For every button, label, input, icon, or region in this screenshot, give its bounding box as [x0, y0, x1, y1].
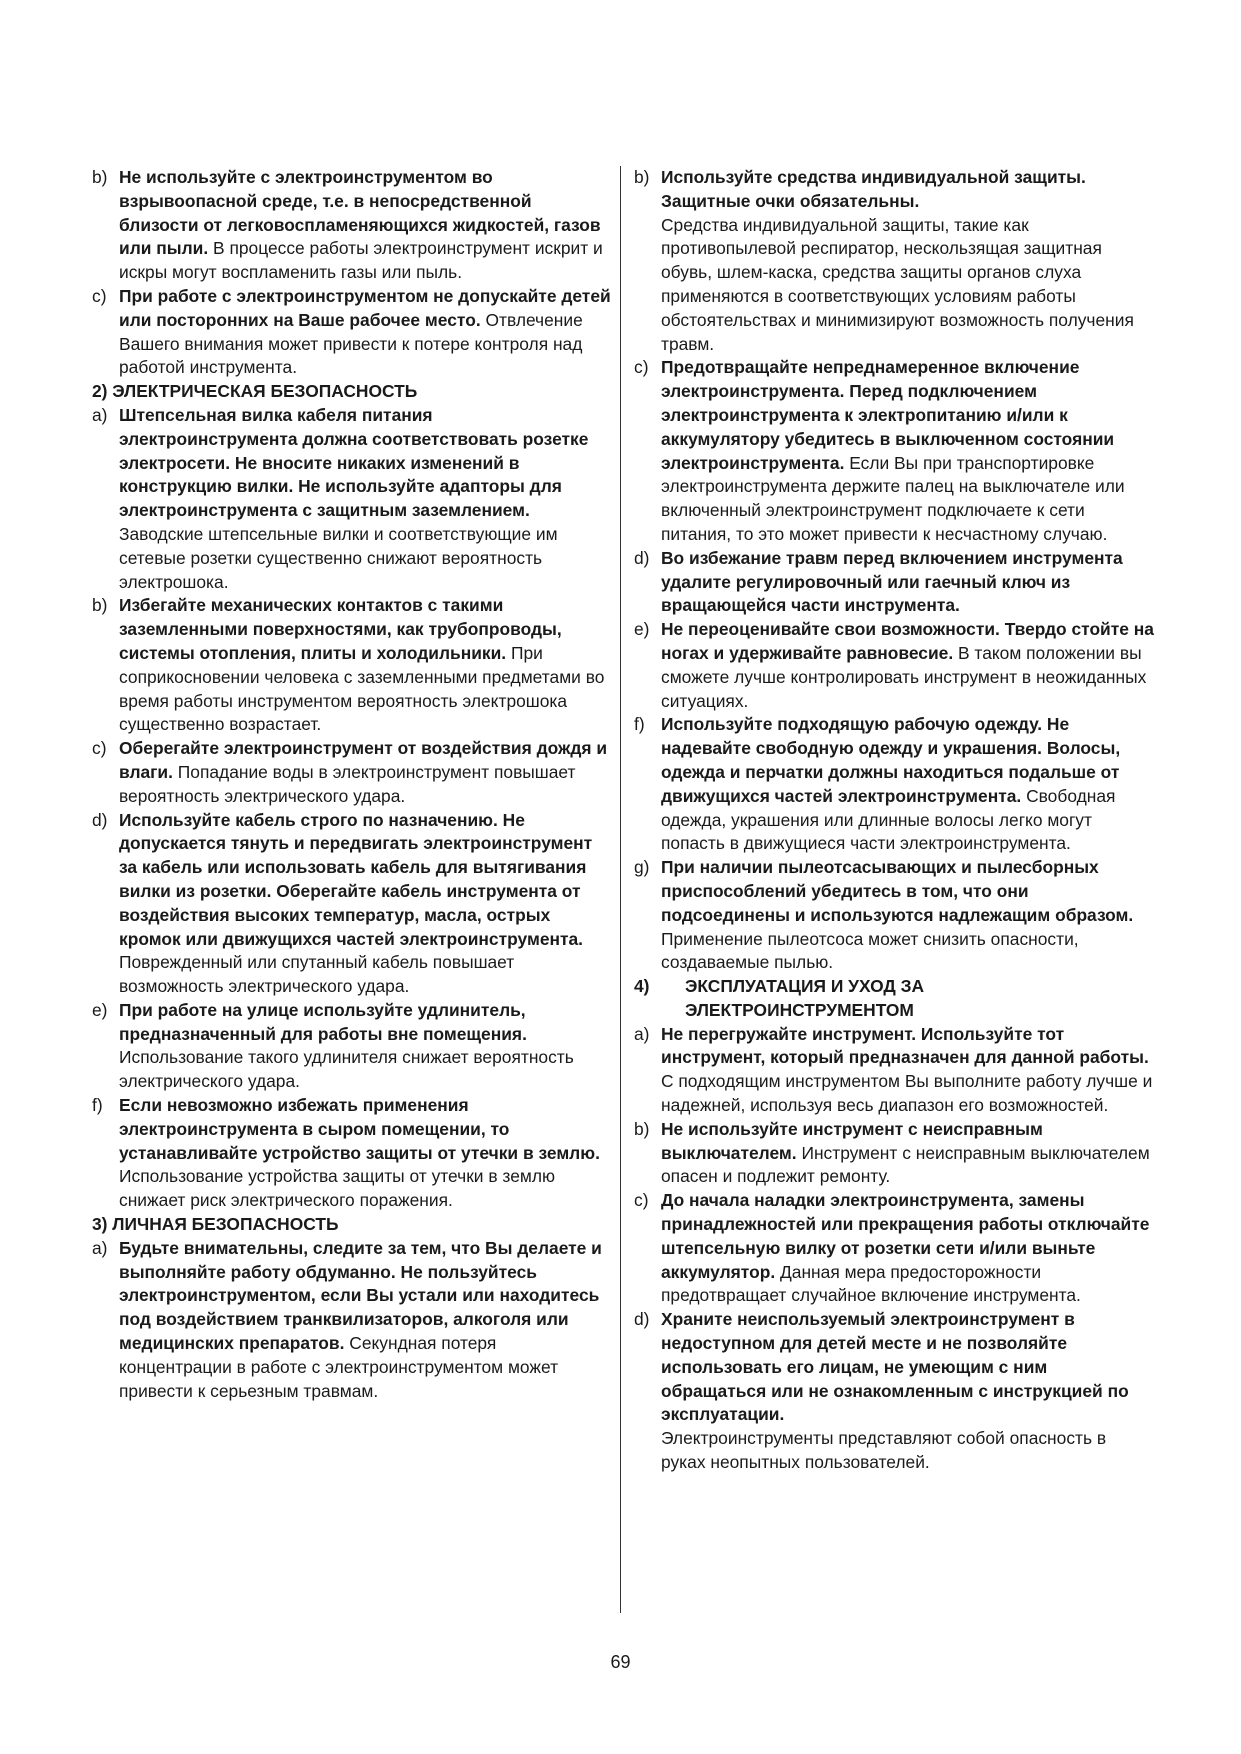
item-bold-text: Будьте внимательны, следите за тем, что Вы делаете и выполняйте работу обдуманно. Не пользуйтесь электроинструментом, если Вы устали или находитесь под воздействием транквилизаторов, алкоголя или медицинских препаратов. — [119, 1237, 602, 1354]
item-plain-text: Средства индивидуальной защиты, такие как противопылевой респиратор, нескользящая защитная обувь, шлем-каска, средства защиты органов слуха применяются в соответствующих условиям работы обстоятельствах и минимизируют возможность получения травм. — [661, 214, 1134, 354]
item-letter: g) — [634, 857, 650, 878]
list-item — [92, 1094, 612, 1213]
item-plain-text: С подходящим инструментом Вы выполните работу лучше и надежней, используя весь диапазон его возможностей. — [661, 1071, 1153, 1116]
item-letter: f) — [634, 714, 645, 735]
item-bold-text: Не используйте с электроинструментом во взрывоопасной среде, т.е. в непосредственной близости от легковоспламеняющихся жидкостей, газов или пыли. — [119, 167, 601, 259]
item-body — [658, 618, 1154, 713]
item-bold-text: Если невозможно избежать применения электроинструмента в сыром помещении, то устанавливайте устройство защиты от утечки в землю. — [119, 1095, 600, 1163]
list-item — [92, 404, 612, 594]
item-body — [658, 856, 1154, 975]
item-bold-text: Используйте подходящую рабочую одежду. Не надевайте свободную одежду и украшения. Волосы, одежда и перчатки должны находиться подальше от движущихся частей электроинструмента. — [661, 714, 1121, 806]
list-item — [634, 356, 1154, 546]
item-body — [658, 713, 1154, 856]
item-body — [658, 1189, 1154, 1308]
item-letter: c) — [634, 1190, 649, 1211]
list-item — [634, 166, 1154, 356]
item-body — [116, 737, 612, 808]
item-bold-text: Не переоценивайте свои возможности. Твердо стойте на ногах и удерживайте равновесие. — [661, 619, 1154, 663]
item-body — [116, 1094, 612, 1213]
list-item — [634, 713, 1154, 856]
item-letter: d) — [634, 547, 650, 568]
item-bold-text: Избегайте механических контактов с такими заземленными поверхностями, как трубопроводы, системы отопления, плиты и холодильники. — [119, 595, 562, 663]
item-body — [116, 285, 612, 380]
list-item — [634, 856, 1154, 975]
item-plain-text: В процессе работы электроинструмент искрит и искры могут воспламенить газы или пыль. — [119, 238, 603, 283]
item-plain-text: Использование устройства защиты от утечки в землю снижает риск электрического поражения. — [119, 1166, 556, 1211]
item-letter: b) — [634, 1118, 650, 1139]
item-plain-text: В таком положении вы сможете лучше контролировать инструмент в неожиданных ситуациях. — [661, 642, 1147, 711]
item-bold-text: При работе на улице используйте удлинитель, предназначенный для работы вне помещения. — [119, 999, 527, 1044]
item-plain-text: Поврежденный или спутанный кабель повышает возможность электрического удара. — [119, 952, 515, 997]
item-body — [658, 166, 1154, 356]
page-number: 69 — [610, 1652, 631, 1672]
list-item — [634, 1118, 1154, 1189]
list-item — [634, 547, 1154, 618]
item-letter: a) — [92, 404, 108, 425]
item-body — [116, 594, 612, 737]
list-item — [634, 1189, 1154, 1308]
item-plain-text: Отвлечение Вашего внимания может привести к потере контроля над работой инструмента. — [119, 309, 583, 378]
item-bold-text: Храните неиспользуемый электроинструмент в недоступном для детей месте и не позволяйте использовать его лицам, не умеющим с ним обращаться или не ознакомленным с инструкцией по эксплуатации. — [661, 1309, 1129, 1425]
item-plain-text: Свободная одежда, украшения или длинные волосы легко могут попасть в движущиеся части электроинструмента. — [661, 785, 1116, 854]
list-item — [92, 809, 612, 999]
heading-text: ЭКСПЛУАТАЦИЯ И УХОД ЗА ЭЛЕКТРОИНСТРУМЕНТОМ — [685, 976, 925, 1020]
list-item — [634, 1023, 1154, 1118]
list-item — [634, 1308, 1154, 1475]
list-item — [634, 618, 1154, 713]
item-bold-text: Используйте средства индивидуальной защиты. Защитные очки обязательны. — [661, 167, 1086, 211]
item-bold-text: Не используйте инструмент с неисправным выключателем. — [661, 1118, 1043, 1163]
item-plain-text: Применение пылеотсоса может снизить опасности, создаваемые пылью. — [661, 928, 1079, 973]
item-letter: c) — [634, 357, 649, 378]
item-body — [658, 1023, 1154, 1118]
list-item — [92, 999, 612, 1094]
item-body — [116, 404, 612, 594]
item-letter: b) — [92, 595, 108, 616]
item-body — [658, 1118, 1154, 1189]
item-bold-text: Используйте кабель строго по назначению. Не допускается тянуть и передвигать электроинструмент за кабель или использовать кабель для вытягивания вилки из розетки. Оберегайте кабель инструмента от воздействия высоких температур, масла, острых кромок или движущихся частей электроинструмента. — [119, 809, 593, 949]
item-bold-text: Оберегайте электроинструмент от воздействия дождя и влаги. — [119, 738, 608, 782]
item-body — [116, 809, 612, 999]
right-column — [634, 166, 1154, 1475]
item-letter: c) — [92, 285, 107, 306]
item-letter: b) — [92, 167, 108, 187]
item-plain-text: Инструмент с неисправным выключателем опасен и подлежит ремонту. — [661, 1142, 1150, 1187]
item-body — [116, 1237, 612, 1404]
item-plain-text: Секундная потеря концентрации в работе с электроинструментом может привести к серьезным травмам. — [119, 1333, 559, 1401]
item-bold-text: При работе с электроинструментом не допускайте детей или посторонних на Ваше рабочее место. — [119, 285, 611, 330]
item-letter: e) — [634, 619, 650, 640]
item-bold-text: Предотвращайте непреднамеренное включение электроинструмента. Перед подключением электроинструмента к электропитанию и/или к аккумулятору убедитесь в выключенном состоянии электроинструмента. — [661, 357, 1115, 473]
item-body — [658, 547, 1154, 618]
heading-number: 4) — [634, 976, 650, 997]
item-body — [658, 1308, 1154, 1475]
item-plain-text: Заводские штепсельные вилки и соответствующие им сетевые розетки существенно снижают вероятность электрошока. — [119, 523, 558, 592]
item-letter: c) — [92, 738, 107, 759]
item-bold-text: При наличии пылеотсасывающих и пылесборных приспособлений убедитесь в том, что они подсоединены и используются надлежащим образом. — [661, 857, 1134, 925]
item-letter: d) — [634, 1309, 650, 1330]
item-plain-text: Электроинструменты представляют собой опасность в руках неопытных пользователей. — [661, 1428, 1107, 1473]
item-body — [116, 999, 612, 1094]
list-item — [92, 166, 612, 285]
item-letter: b) — [634, 167, 650, 187]
section-heading: 3) ЛИЧНАЯ БЕЗОПАСНОСТЬ — [92, 1214, 339, 1235]
list-item — [92, 1237, 612, 1404]
item-plain-text: Попадание воды в электроинструмент повышает вероятность электрического удара. — [119, 761, 576, 806]
item-letter: a) — [92, 1237, 108, 1258]
item-plain-text: При соприкосновении человека с заземленными предметами во время работы инструментом вероятность электрошока существенно возрастает. — [119, 642, 605, 735]
item-body — [658, 356, 1154, 546]
item-plain-text: Если Вы при транспортировке электроинструмента держите палец на выключателе или включенный электроинструмент подключаете к сети питания, то это может привести к несчастному случаю. — [661, 452, 1125, 544]
item-bold-text: Не перегружайте инструмент. Используйте тот инструмент, который предназначен для данной работы. — [661, 1023, 1149, 1068]
item-bold-text: Во избежание травм перед включением инструмента удалите регулировочный или гаечный ключ из вращающейся части инструмента. — [661, 547, 1123, 616]
section-heading: 2) ЭЛЕКТРИЧЕСКАЯ БЕЗОПАСНОСТЬ — [92, 381, 418, 402]
list-item — [92, 285, 612, 380]
item-letter: f) — [92, 1095, 103, 1116]
left-column — [92, 166, 612, 1403]
section-heading — [634, 975, 1154, 1023]
item-bold-text: Штепсельная вилка кабеля питания электроинструмента должна соответствовать розетке электросети. Не вносите никаких изменений в конструкцию вилки. Не используйте адапторы для электроинструмента с защитным заземлением. — [119, 404, 589, 521]
item-bold-text: До начала наладки электроинструмента, замены принадлежностей или прекращения работы отключайте штепсельную вилку от розетки сети и/или выньте аккумулятор. — [661, 1190, 1150, 1282]
item-letter: d) — [92, 809, 108, 830]
item-plain-text: Данная мера предосторожности предотвращает случайное включение инструмента. — [661, 1261, 1081, 1306]
item-body — [116, 166, 612, 285]
item-plain-text: Использование такого удлинителя снижает вероятность электрического удара. — [119, 1047, 574, 1092]
column-divider — [620, 166, 621, 1613]
item-letter: a) — [634, 1023, 650, 1044]
list-item — [92, 737, 612, 808]
list-item — [92, 594, 612, 737]
item-letter: e) — [92, 999, 108, 1020]
